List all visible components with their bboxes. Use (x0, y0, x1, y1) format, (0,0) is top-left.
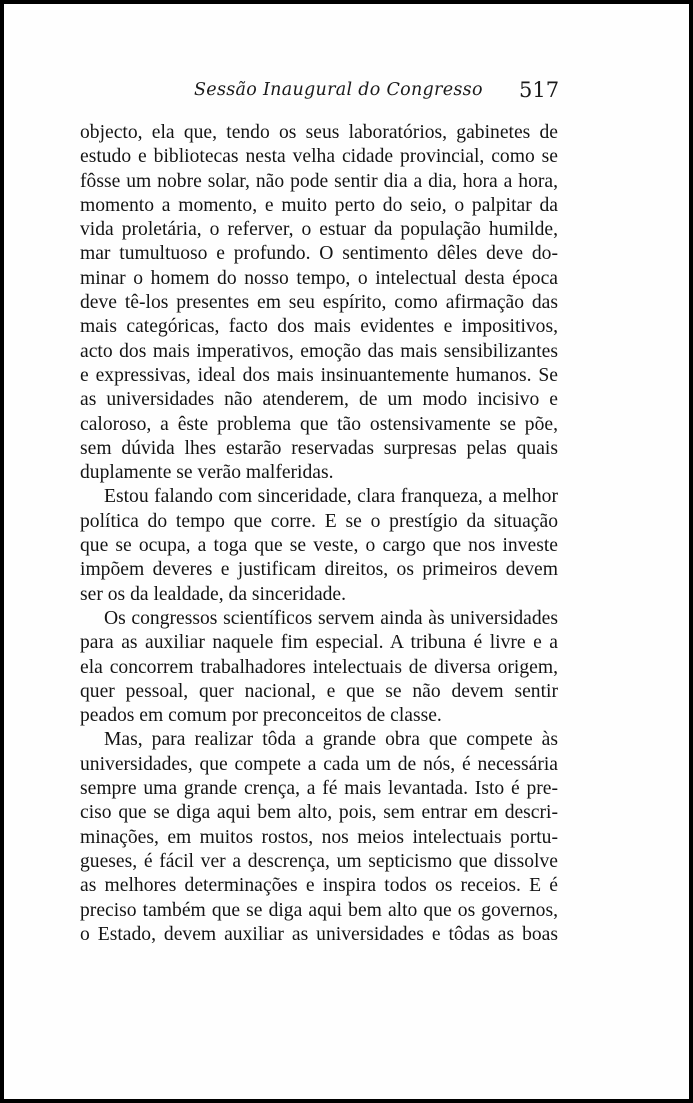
running-title: Sessão Inaugural do Congresso (194, 80, 483, 100)
text-line: caloroso, a êste problema que tão ostensivamente se põe, (80, 413, 558, 435)
text-line: momento a momento, e muito perto do seio, o palpitar da (80, 194, 558, 216)
text-line: peados em comum por preconceitos de classe. (80, 705, 442, 727)
text-line: minar o homem do nosso tempo, o intelectual desta época (80, 267, 558, 289)
text-line: sempre uma grande crença, a fé mais levantada. Isto é pre- (80, 778, 558, 800)
paragraph (80, 485, 558, 606)
text-line: para as auxiliar naquele fim especial. A tribuna é livre e a (80, 632, 558, 654)
text-line: política do tempo que corre. E se o prestígio da situação (80, 510, 558, 532)
text-line: gueses, é fácil ver a descrença, um septicismo que dissolve (80, 850, 558, 872)
paragraph (80, 121, 558, 485)
text-line: deve tê-los presentes em seu espírito, como afirmação das (80, 292, 558, 314)
text-line: sem dúvida lhes estarão reservadas surpresas pelas quais (80, 437, 558, 459)
text-line: fôsse um nobre solar, não pode sentir dia a dia, hora a hora, (80, 170, 558, 192)
text-line: preciso também que se diga aqui bem alto que os governos, (80, 899, 558, 921)
text-line: as universidades não atenderem, de um modo incisivo e (80, 389, 558, 411)
paragraph (80, 728, 558, 947)
text-line: impõem deveres e justificam direitos, os primeiros devem (80, 559, 558, 581)
text-line: vida proletária, o referver, o estuar da população humilde, (80, 219, 558, 241)
text-line: minações, em muitos rostos, nos meios intelectuais portu- (80, 826, 558, 848)
text-line: o Estado, devem auxiliar as universidades e tôdas as boas (80, 923, 558, 945)
page-header (4, 78, 689, 108)
text-line: acto dos mais imperativos, emoção das mais sensibilizantes (80, 340, 558, 362)
text-line: ciso que se diga aqui bem alto, pois, sem entrar em descri- (80, 802, 558, 824)
text-line: ela concorrem trabalhadores intelectuais de diversa origem, (80, 656, 558, 678)
text-line: mar tumultuoso e profundo. O sentimento dêles deve do- (80, 243, 558, 265)
page-number: 517 (519, 78, 560, 102)
text-line: e expressivas, ideal dos mais insinuantemente humanos. Se (80, 364, 558, 386)
text-line: universidades, que compete a cada um de nós, é necessária (80, 753, 558, 775)
text-line: quer pessoal, quer nacional, e que se não devem sentir (80, 680, 558, 702)
text-line: Estou falando com sinceridade, clara franqueza, a melhor (104, 486, 558, 508)
text-line: mais categóricas, facto dos mais evidentes e impositivos, (80, 316, 558, 338)
text-line: Mas, para realizar tôda a grande obra que compete às (104, 729, 558, 751)
book-page (4, 4, 689, 1099)
text-line: as melhores determinações e inspira todos os receios. E é (80, 875, 558, 897)
text-line: estudo e bibliotecas nesta velha cidade provincial, como se (80, 146, 558, 168)
body-text (80, 121, 558, 947)
text-line: duplamente se verão malferidas. (80, 462, 334, 484)
text-line: que se ocupa, a toga que se veste, o cargo que nos investe (80, 535, 558, 557)
text-line: Os congressos scientíficos servem ainda às universidades (104, 607, 558, 629)
paragraph (80, 607, 558, 728)
text-line: ser os da lealdade, da sinceridade. (80, 583, 347, 605)
text-line: objecto, ela que, tendo os seus laboratórios, gabinetes de (80, 122, 558, 143)
